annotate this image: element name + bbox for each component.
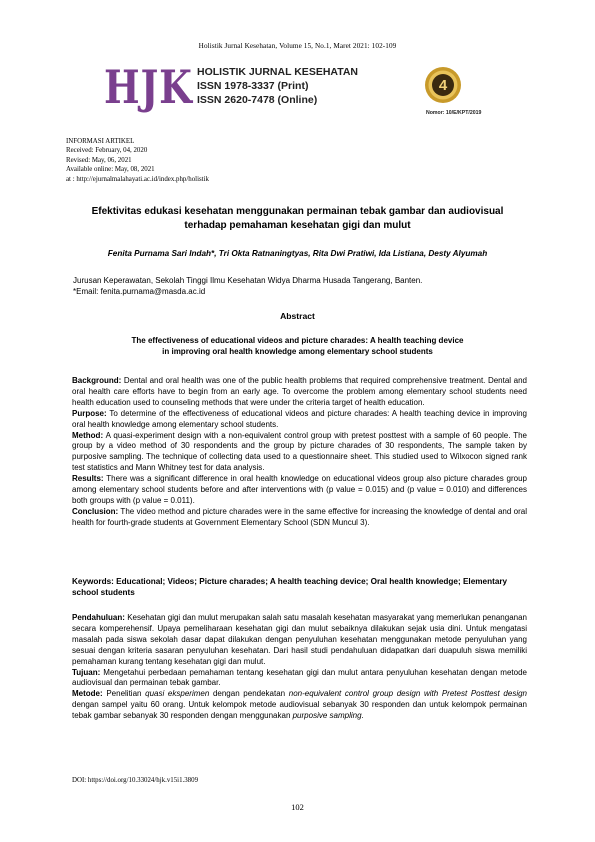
background-text: Dental and oral health was one of the public health problems that required comprehensive treatment. Dental and oral health care efforts have to begin from an early age. To overcome the problem among elementary school students need health education used to counseling methods that were under the criteria target of health education.: [72, 376, 527, 407]
page-number: 102: [291, 802, 304, 812]
pendahuluan-text: Kesehatan gigi dan mulut merupakan salah satu masalah kesehatan masyarakat yang memerlukan penanganan secara komperehensif. Upaya pemeliharaan kesehatan gigi dan mulut sebaiknya dilakukan sejak usia dini. Untuk mengatasi masalah pada siswa sekolah dasar dapat dilakukan dengan penyuluhan kesehatan menggunakan metode penyuluhan yang sesuai dengan kriteria sasaran penyuluhan kesehatan. Dari hasil studi pendahuluan didapatkan dari duapuluh siswa memiliki pemahaman kurang tentang kesehatan gigi dan mulut.: [72, 613, 527, 666]
title-line-2: terhadap pemahaman kesehatan gigi dan mulut: [184, 220, 411, 231]
pendahuluan-paragraph: [72, 613, 527, 668]
english-abstract: [72, 376, 527, 529]
conclusion-paragraph: [72, 507, 527, 529]
article-title: [0, 205, 595, 233]
tujuan-label: Tujuan:: [72, 667, 101, 677]
results-paragraph: [72, 474, 527, 507]
journal-name: HOLISTIK JURNAL KESEHATAN: [197, 66, 359, 78]
method-paragraph: [72, 431, 527, 475]
background-label: Background:: [72, 376, 122, 385]
method-text: A quasi-experiment design with a non-equivalent control group with pretest posttest with a sample of 60 people. The group by a video method of 30 respondents and the group by picture charades of 30 respondents, The sample taken by purposive sampling. The technique of collecting data used to a questionnaire sheet. This studied used to Wilxocon signed rank test statistics and Mann Whitney test for data analysis.: [72, 430, 527, 473]
conclusion-text: The video method and picture charades were in the same effective for increasing the knowledge of dental and oral health for fourth-grade students at Government Elementary School (SDN Muncul 3).: [72, 506, 527, 527]
indonesian-abstract: [72, 613, 527, 722]
background-paragraph: [72, 376, 527, 409]
authors: Fenita Purnama Sari Indah*, Tri Okta Ratnaningtyas, Rita Dwi Pratiwi, Ida Listiana, Desty Alyumah: [107, 249, 488, 258]
purpose-label: Purpose:: [72, 408, 107, 418]
badge-caption: Nomor: 10/E/KPT/2019: [426, 110, 482, 116]
issn-online: ISSN 2620-7478 (Online): [197, 94, 318, 106]
revised-date: Revised: May, 06, 2021: [66, 156, 132, 164]
purpose-paragraph: [72, 409, 527, 431]
running-header: Holistik Jurnal Kesehatan, Volume 15, No.1, Maret 2021: 102-109: [198, 42, 397, 50]
title-line-1: Efektivitas edukasi kesehatan menggunakan permainan tebak gambar dan audiovisual: [91, 206, 504, 217]
abstract-heading: Abstract: [280, 311, 315, 321]
results-label: Results:: [72, 474, 104, 484]
journal-logo: HJK: [104, 60, 193, 114]
tujuan-text: Mengetahui perbedaan pemahaman tentang kesehatan gigi dan mulut antara penyuluhan kesehatan dengan metode audiovisual dan permainan tebak gambar.: [72, 667, 527, 688]
article-info: [66, 137, 209, 184]
affiliation-block: [73, 275, 422, 297]
journal-url[interactable]: at : http://ejurnalmalahayati.ac.id/index.php/holistik: [66, 175, 209, 183]
metode-label: Metode:: [72, 689, 103, 699]
method-label: Method:: [72, 430, 104, 440]
email[interactable]: *Email: fenita.purnama@masda.ac.id: [73, 287, 206, 296]
english-title: [0, 335, 595, 357]
issn-print: ISSN 1978-3337 (Print): [197, 80, 309, 92]
purpose-text: To determine of the effectiveness of educational videos and picture charades: A health teaching device in improving oral health knowledge among elementary school students.: [72, 408, 527, 429]
affiliation: Jurusan Keperawatan, Sekolah Tinggi Ilmu Kesehatan Widya Dharma Husada Tangerang, Banten.: [73, 276, 423, 285]
subtitle-line-1: The effectiveness of educational videos and picture charades: A health teaching device: [131, 336, 464, 345]
received-date: Received: February, 04, 2020: [66, 147, 148, 155]
available-date: Available online: May, 08, 2021: [66, 166, 155, 174]
doi-link[interactable]: DOI: https://doi.org/10.33024/hjk.v15i1.3809: [72, 777, 199, 784]
conclusion-label: Conclusion:: [72, 506, 119, 516]
badge-number: 4: [438, 77, 448, 94]
metode-paragraph: Metode: Penelitian quasi eksperimen dengan pendekatan non-equivalent control group design with Pretest Posttest design dengan sampel yaitu 60 orang. Untuk kelompok metode audiovisual sebanyak 30 responden dan untuk kelompok permainan tebak gambar sebanyak 30 responden dengan menggunakan purposive sampling.: [72, 689, 527, 721]
pendahuluan-label: Pendahuluan:: [72, 613, 125, 622]
results-text: There was a significant difference in oral health knowledge on educational videos group also picture charades group among elementary school students before and after interventions with (p value = 0.015) and (p value = 0.010) and differences both groups with (p value = 0.011).: [72, 474, 527, 505]
keywords: Keywords: Educational; Videos; Picture charades; A health teaching device; Oral health knowledge; Elementary school students: [72, 577, 508, 597]
subtitle-line-2: in improving oral health knowledge among elementary school students: [162, 347, 433, 356]
article-info-heading: INFORMASI ARTIKEL: [66, 138, 135, 145]
accreditation-badge-icon: [424, 66, 462, 104]
tujuan-paragraph: [72, 668, 527, 690]
